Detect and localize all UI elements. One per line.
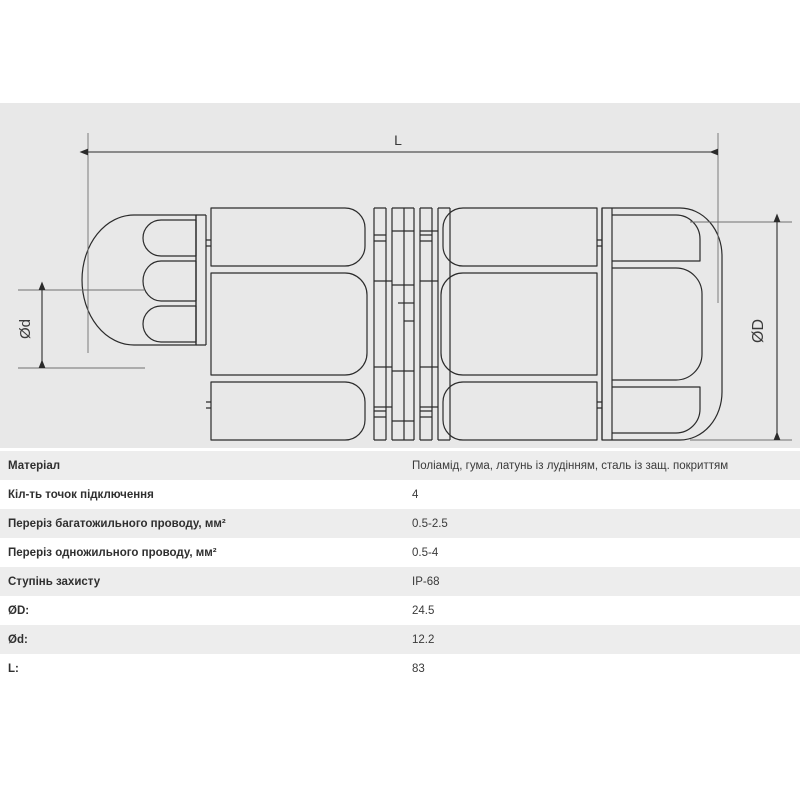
table-row (0, 480, 800, 509)
left-end-cap (82, 215, 206, 345)
left-body-section (206, 208, 367, 440)
dimension-label-large-diameter: ØD (750, 319, 767, 343)
spec-value: IP-68 (412, 575, 440, 588)
spec-value: 0.5-4 (412, 546, 439, 559)
spec-label: L: (8, 662, 19, 675)
center-coupling (374, 208, 450, 440)
table-row (0, 625, 800, 654)
dimension-label-small-diameter: Ød (17, 318, 34, 340)
spec-value: 24.5 (412, 604, 435, 617)
table-row (0, 654, 800, 683)
spec-label: ØD: (8, 604, 30, 617)
spec-label: Ød: (8, 633, 28, 646)
spec-label: Матеріал (8, 459, 61, 472)
table-row (0, 567, 800, 596)
specifications-table (0, 451, 800, 683)
dimension-small-diameter-ext (18, 290, 145, 368)
spec-value: 4 (412, 488, 419, 501)
table-row (0, 596, 800, 625)
technical-drawing (0, 103, 800, 448)
specifications-table-body (0, 451, 800, 683)
dimension-label-L: L (394, 132, 402, 148)
spec-value: 0.5-2.5 (412, 517, 448, 530)
table-row (0, 451, 800, 480)
table-row (0, 509, 800, 538)
spec-value: 12.2 (412, 633, 435, 646)
connector-drawing-svg (0, 103, 800, 448)
right-end-cap (602, 208, 722, 440)
table-row (0, 538, 800, 567)
spec-label: Кіл-ть точок підключення (8, 488, 154, 501)
spec-label: Переріз одножильного проводу, мм² (8, 546, 217, 559)
spec-label: Переріз багатожильного проводу, мм² (8, 517, 226, 530)
spec-value: 83 (412, 662, 425, 675)
connector-body (82, 208, 722, 440)
right-body-section (441, 208, 602, 440)
spec-value: Поліамід, гума, латунь із лудінням, сталь із защ. покриттям (412, 459, 729, 472)
spec-label: Ступінь захисту (8, 575, 101, 588)
dimension-length (88, 133, 718, 353)
